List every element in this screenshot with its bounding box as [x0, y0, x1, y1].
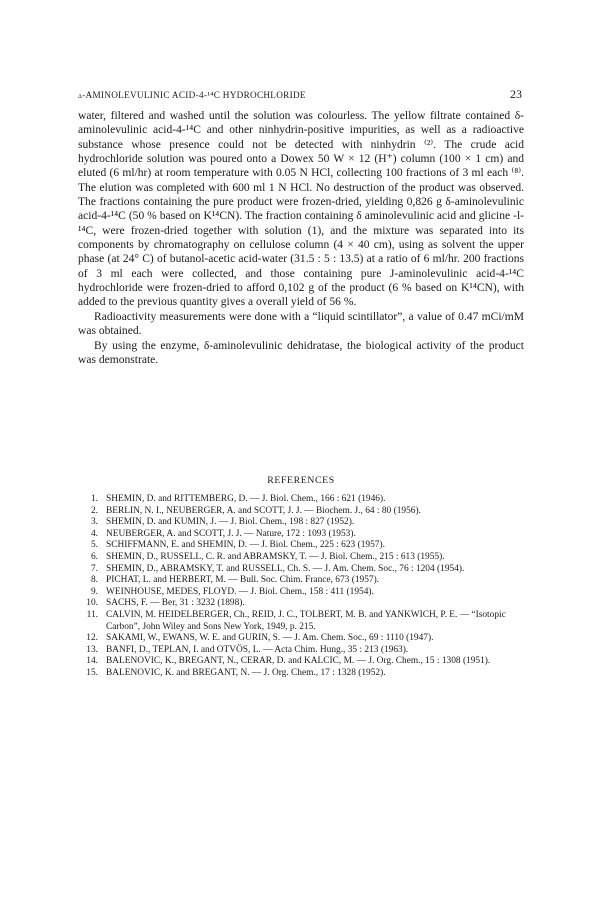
- reference-number: 3.: [90, 517, 98, 528]
- reference-number: 10.: [86, 598, 98, 609]
- references-heading: REFERENCES: [267, 475, 335, 486]
- body-paragraph: Radioactivity measurements were done with a “liquid scintillator”, a value of 0.47 mCi/mM was obtained.: [78, 310, 524, 338]
- reference-number: 4.: [90, 528, 98, 539]
- reference-number: 2.: [90, 505, 98, 516]
- reference-item: [78, 517, 528, 529]
- reference-text: BANFI, D., TEPLAN, I. and OTVÖS, L. — Acta Chim. Hung., 35 : 213 (1963).: [106, 644, 409, 655]
- reference-item: [78, 656, 528, 668]
- reference-text: BALENOVIC, K. and BREGANT, N. — J. Org. Chem., 17 : 1328 (1952).: [106, 667, 386, 678]
- reference-text: WEINHOUSE, MEDES, FLOYD. — J. Biol. Chem., 158 : 411 (1954).: [106, 586, 374, 597]
- body-paragraph: water, filtered and washed until the solution was colourless. The yellow filtrate contained δ-aminolevulinic acid-4-¹⁴C and other ninhydrin-positive impurities, as well as a radioactive substance whose presence could not be detected with ninhydrin ⁽²⁾. The crude acid hydrochloride solution was poured onto a Dowex 50 W × 12 (H⁺) column (100 × 1 cm) and eluted (6 ml/hr) at room temperature with 0.05 N HCl, collecting 100 fractions of 3 ml each ⁽⁸⁾. The elution was completed with 600 ml 1 N HCl. No destruction of the product was observed. The fractions containing the pure product were frozen-dried, yielding 0,826 g δ-aminolevulinic acid-4-¹⁴C (50 % based on K¹⁴CN). The fraction containing δ aminolevulinic acid and glicine -l-¹⁴C, were frozen-dried together with solution (1), and the mixture was separated into its components by chromatography on cellulose column (4 × 40 cm), using as solvent the upper phase (at 24° C) of butanol-acetic acid-water (31.5 : 5 : 13.5) at a ratio of 6 ml/hr. 200 fractions of 3 ml each were collected, and those containing pure J-aminolevulinic acid-4-¹⁴C hydrochloride were frozen-dried to afford 0,102 g of the product (6 % based on K¹⁴CN), with added to the previous quantity gives a overall yield of 56 %.: [78, 110, 524, 309]
- reference-item: [78, 529, 528, 541]
- reference-item: [78, 564, 528, 576]
- reference-text: SAKAMI, W., EWANS, W. E. and GURIN, S. — J. Am. Chem. Soc., 69 : 1110 (1947).: [106, 633, 434, 644]
- reference-item: [78, 587, 528, 599]
- reference-item: [78, 668, 528, 680]
- reference-number: 13.: [86, 644, 98, 655]
- reference-text: BALENOVIC, K., BREGANT, N., CERAR, D. and KALCIC, M. — J. Org. Chem., 15 : 1308 (1951).: [106, 656, 491, 667]
- reference-number: 9.: [90, 586, 98, 597]
- reference-number: 5.: [90, 540, 98, 551]
- reference-item: [78, 645, 528, 657]
- reference-item: [78, 610, 528, 633]
- reference-number: 14.: [86, 656, 98, 667]
- reference-number: 15.: [86, 667, 98, 678]
- reference-number: 1.: [90, 494, 98, 504]
- reference-text: SHEMIN, D. and RITTEMBERG, D. — J. Biol. Chem., 166 : 621 (1946).: [106, 494, 386, 504]
- reference-number: 6.: [90, 551, 98, 562]
- reference-text: SHEMIN, D. and KUMIN, J. — J. Biol. Chem., 198 : 827 (1952).: [106, 517, 355, 528]
- reference-text: PICHAT, L. and HERBERT, M. — Bull. Soc. Chim. France, 673 (1957).: [106, 575, 380, 586]
- reference-text: SHEMIN, D., ABRAMSKY, T. and RUSSELL, Ch. S. — J. Am. Chem. Soc., 76 : 1204 (1954).: [106, 563, 465, 574]
- references-list: [78, 494, 528, 680]
- reference-text: SHEMIN, D., RUSSELL, C. R. and ABRAMSKY, T. — J. Biol. Chem., 215 : 613 (1955).: [106, 551, 445, 562]
- reference-item: [78, 506, 528, 518]
- running-title: δ-AMINOLEVULINIC ACID-4-¹⁴C HYDROCHLORIDE: [78, 90, 306, 100]
- reference-number: 11.: [86, 609, 98, 620]
- reference-item: [78, 540, 528, 552]
- body-paragraph: By using the enzyme, δ-aminolevulinic dehidratase, the biological activity of the product was demonstrate.: [78, 339, 524, 366]
- reference-number: 8.: [90, 575, 98, 586]
- reference-item: [78, 494, 528, 506]
- reference-text: CALVIN, M. HEIDELBERGER, Ch., REID, J. C., TOLBERT, M. B. and YANKWICH, P. E. — “Isotopic Carbon”, John Wiley and Sons New York, 1949, p. 215.: [106, 609, 506, 632]
- reference-text: SACHS, F. — Ber, 31 : 3232 (1898).: [106, 598, 245, 609]
- reference-item: [78, 633, 528, 645]
- running-header: [78, 87, 522, 102]
- reference-item: [78, 552, 528, 564]
- reference-number: 7.: [90, 563, 98, 574]
- reference-text: BERLIN, N. I., NEUBERGER, A. and SCOTT, J. J. — Biochem. J., 64 : 80 (1956).: [106, 505, 421, 516]
- page-number: 23: [510, 87, 522, 101]
- reference-item: [78, 575, 528, 587]
- reference-text: NEUBERGER, A. and SCOTT, J. J. — Nature, 172 : 1093 (1953).: [106, 528, 356, 539]
- reference-item: [78, 598, 528, 610]
- reference-number: 12.: [86, 633, 98, 644]
- reference-text: SCHIFFMANN, E. and SHEMIN, D. — J. Biol. Chem., 225 : 623 (1957).: [106, 540, 385, 551]
- body-text: [78, 109, 524, 367]
